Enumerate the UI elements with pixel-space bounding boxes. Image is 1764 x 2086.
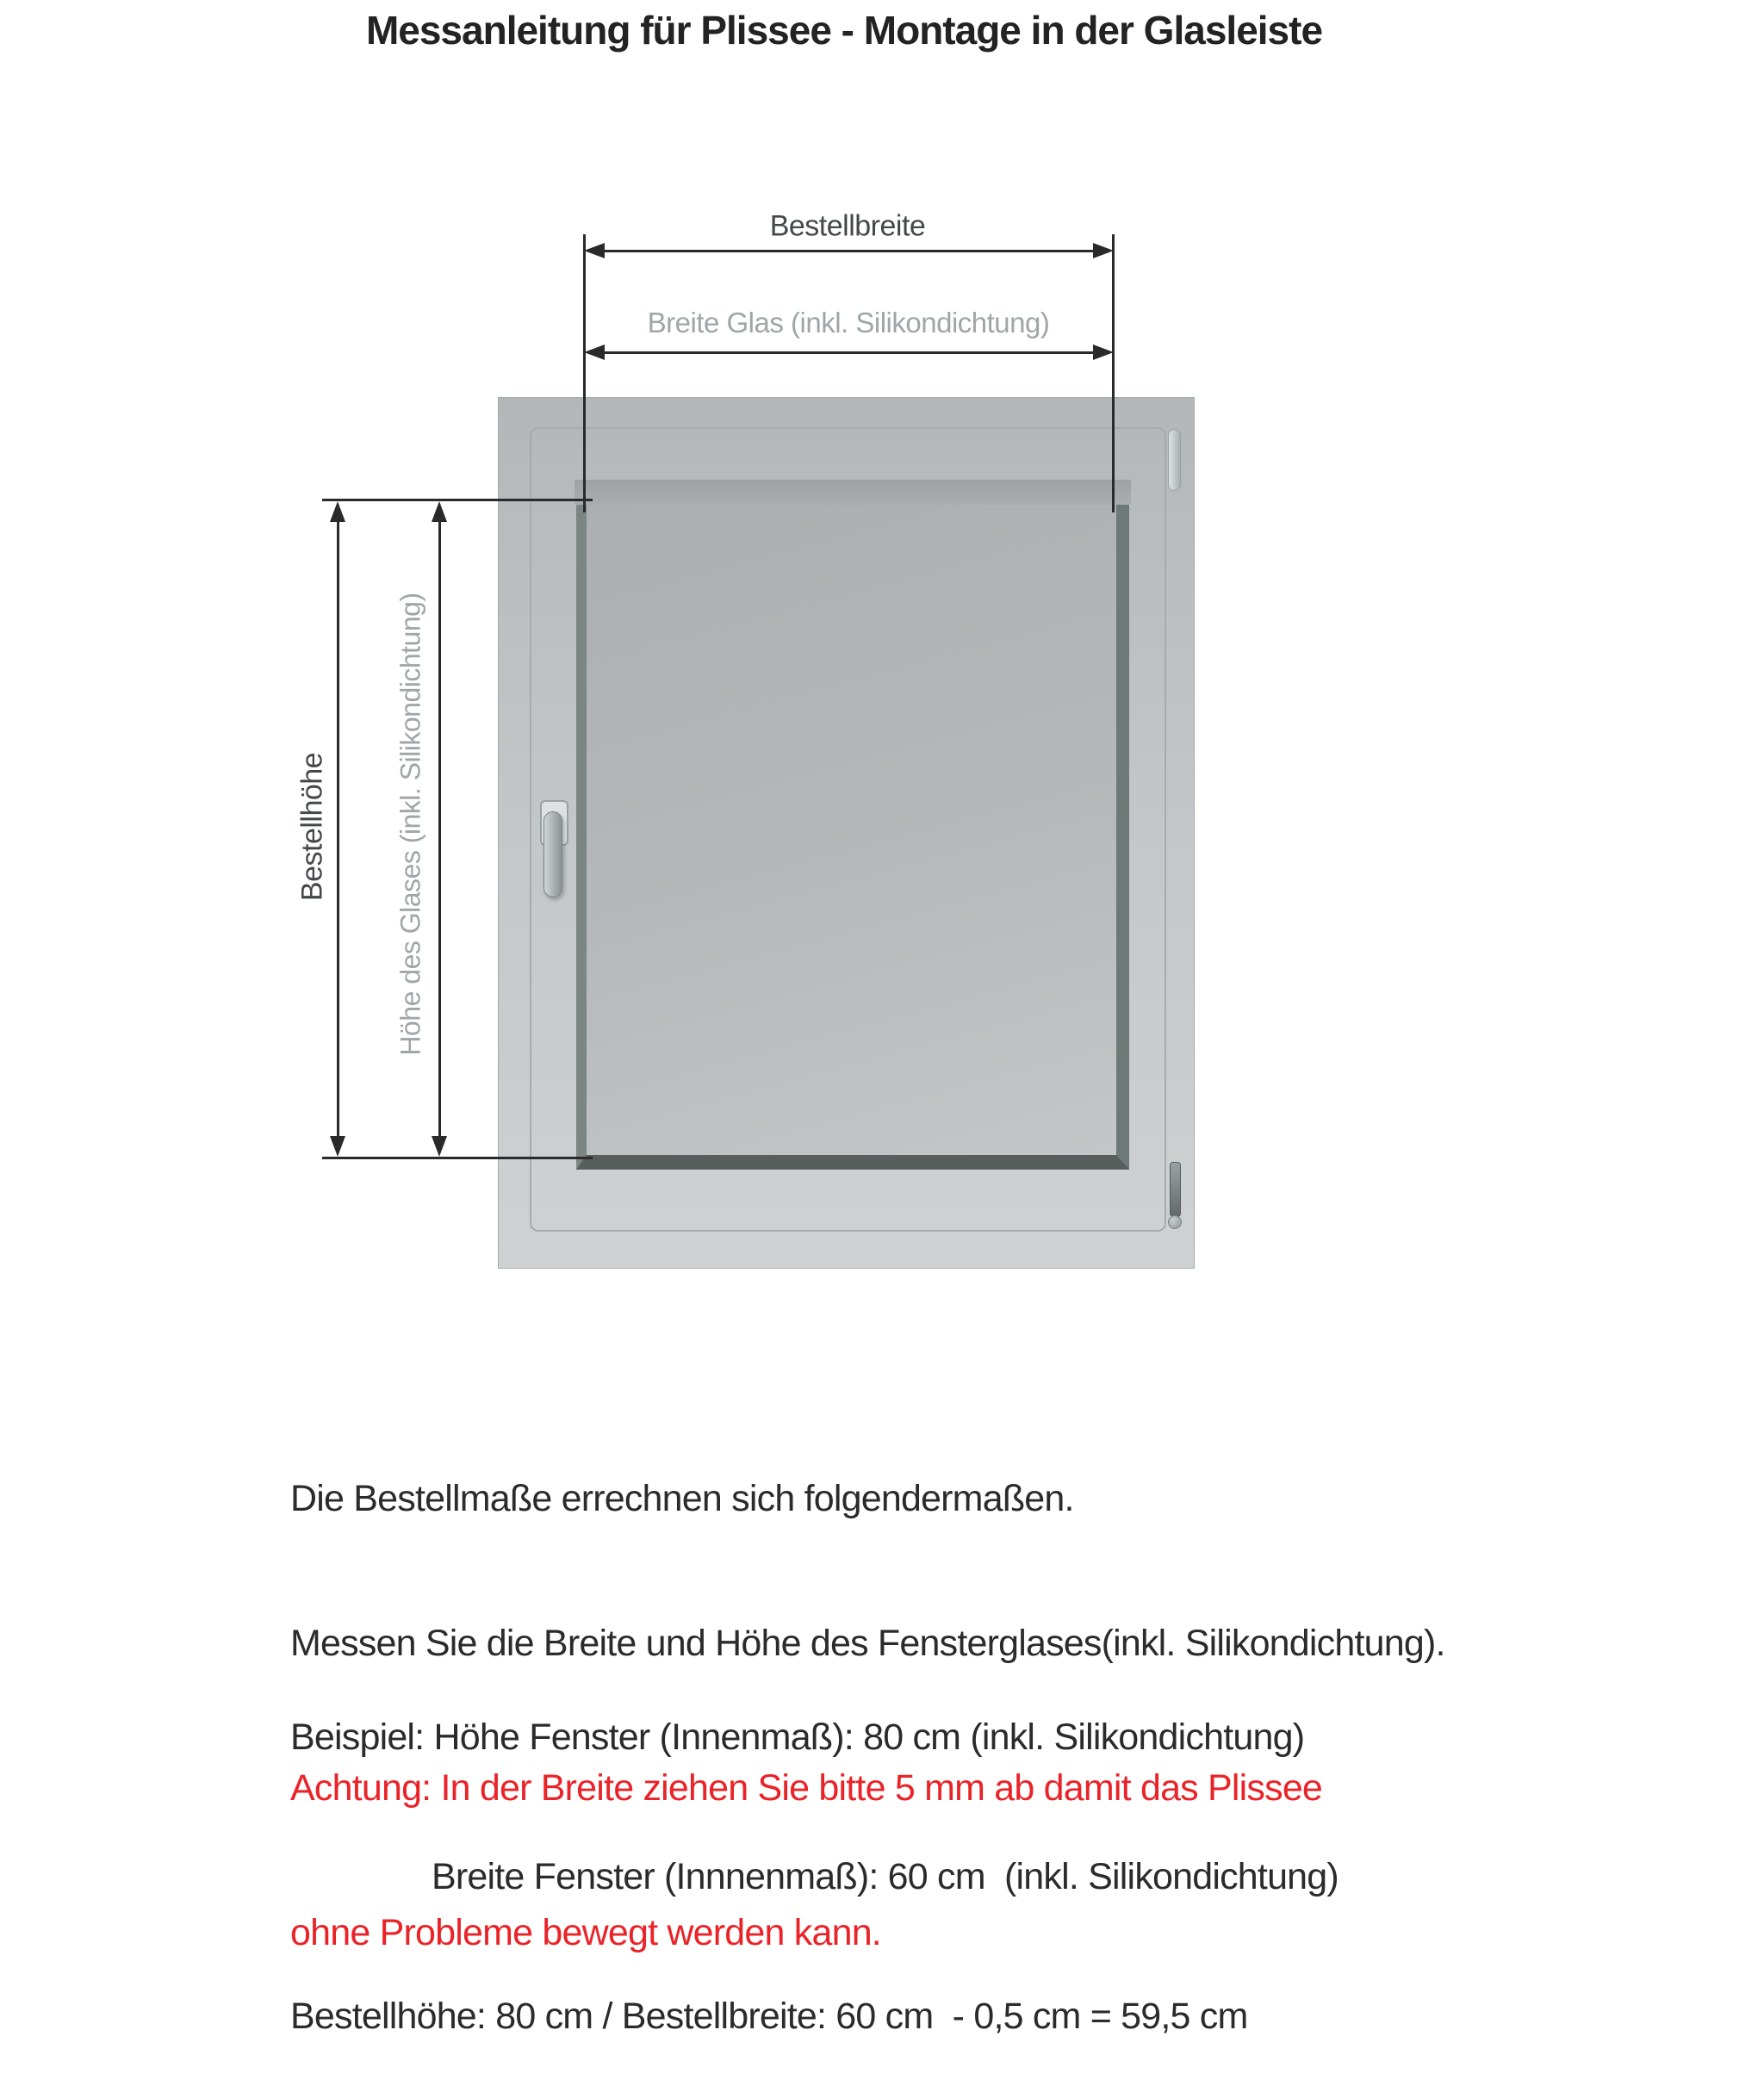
arrow-shaft (337, 522, 339, 1136)
instructions-line: Die Bestellmaße errechnen sich folgendermaßen. (290, 1478, 1074, 1519)
window-illustration (498, 397, 1195, 1269)
instructions-line: Messen Sie die Breite und Höhe des Fensterglases(inkl. Silikondichtung). (290, 1623, 1445, 1664)
arrowhead-down-icon (432, 1136, 447, 1157)
bottom-hinge (1170, 1162, 1181, 1217)
order-height-label: Bestellhöhe (295, 752, 329, 902)
width-extension-line-right (1112, 234, 1115, 512)
arrow-shaft (605, 351, 1093, 354)
glass-top-shadow-band (575, 480, 1131, 506)
example-result-line: Bestellhöhe: 80 cm / Bestellbreite: 60 cm - 0,5 cm = 59,5 cm (290, 1996, 1248, 2037)
height-tick-bottom (322, 1157, 593, 1159)
arrow-shaft (438, 522, 441, 1136)
page-title: Messanleitung für Plissee - Montage in der Glasleiste (365, 8, 1323, 53)
order-width-arrow (584, 241, 1114, 260)
window-handle (543, 811, 562, 897)
width-extension-line-left (583, 234, 586, 512)
arrowhead-up-icon (330, 501, 345, 522)
arrowhead-left-icon (584, 345, 605, 360)
example-width-line: Breite Fenster (Innnenmaß): 60 cm (inkl. Silikondichtung) (432, 1856, 1339, 1897)
bottom-hinge-knob (1168, 1215, 1182, 1229)
arrowhead-down-icon (330, 1136, 345, 1157)
height-tick-top (322, 499, 593, 501)
arrowhead-up-icon (432, 501, 447, 522)
arrow-shaft (605, 250, 1093, 252)
arrowhead-right-icon (1093, 345, 1114, 360)
arrowhead-right-icon (1093, 243, 1114, 258)
glass-height-arrow (430, 501, 449, 1157)
window-glass-pane (576, 505, 1129, 1170)
example-block (290, 1621, 1339, 2086)
arrowhead-left-icon (584, 243, 605, 258)
warning-line: ohne Probleme bewegt werden kann. (290, 1912, 881, 1953)
order-width-label: Bestellbreite (769, 209, 926, 243)
glass-width-label: Breite Glas (inkl. Silikondichtung) (647, 307, 1050, 338)
glass-height-label: Höhe des Glases (inkl. Silikondichtung) (394, 593, 426, 1056)
glass-width-arrow (584, 343, 1114, 362)
example-height-line: Beispiel: Höhe Fenster (Innenmaß): 80 cm (inkl. Silikondichtung) (290, 1717, 1305, 1758)
warning-line: Achtung: In der Breite ziehen Sie bitte 5 mm ab damit das Plissee (290, 1767, 1323, 1809)
order-height-arrow (328, 501, 347, 1157)
top-hinge (1168, 429, 1181, 491)
